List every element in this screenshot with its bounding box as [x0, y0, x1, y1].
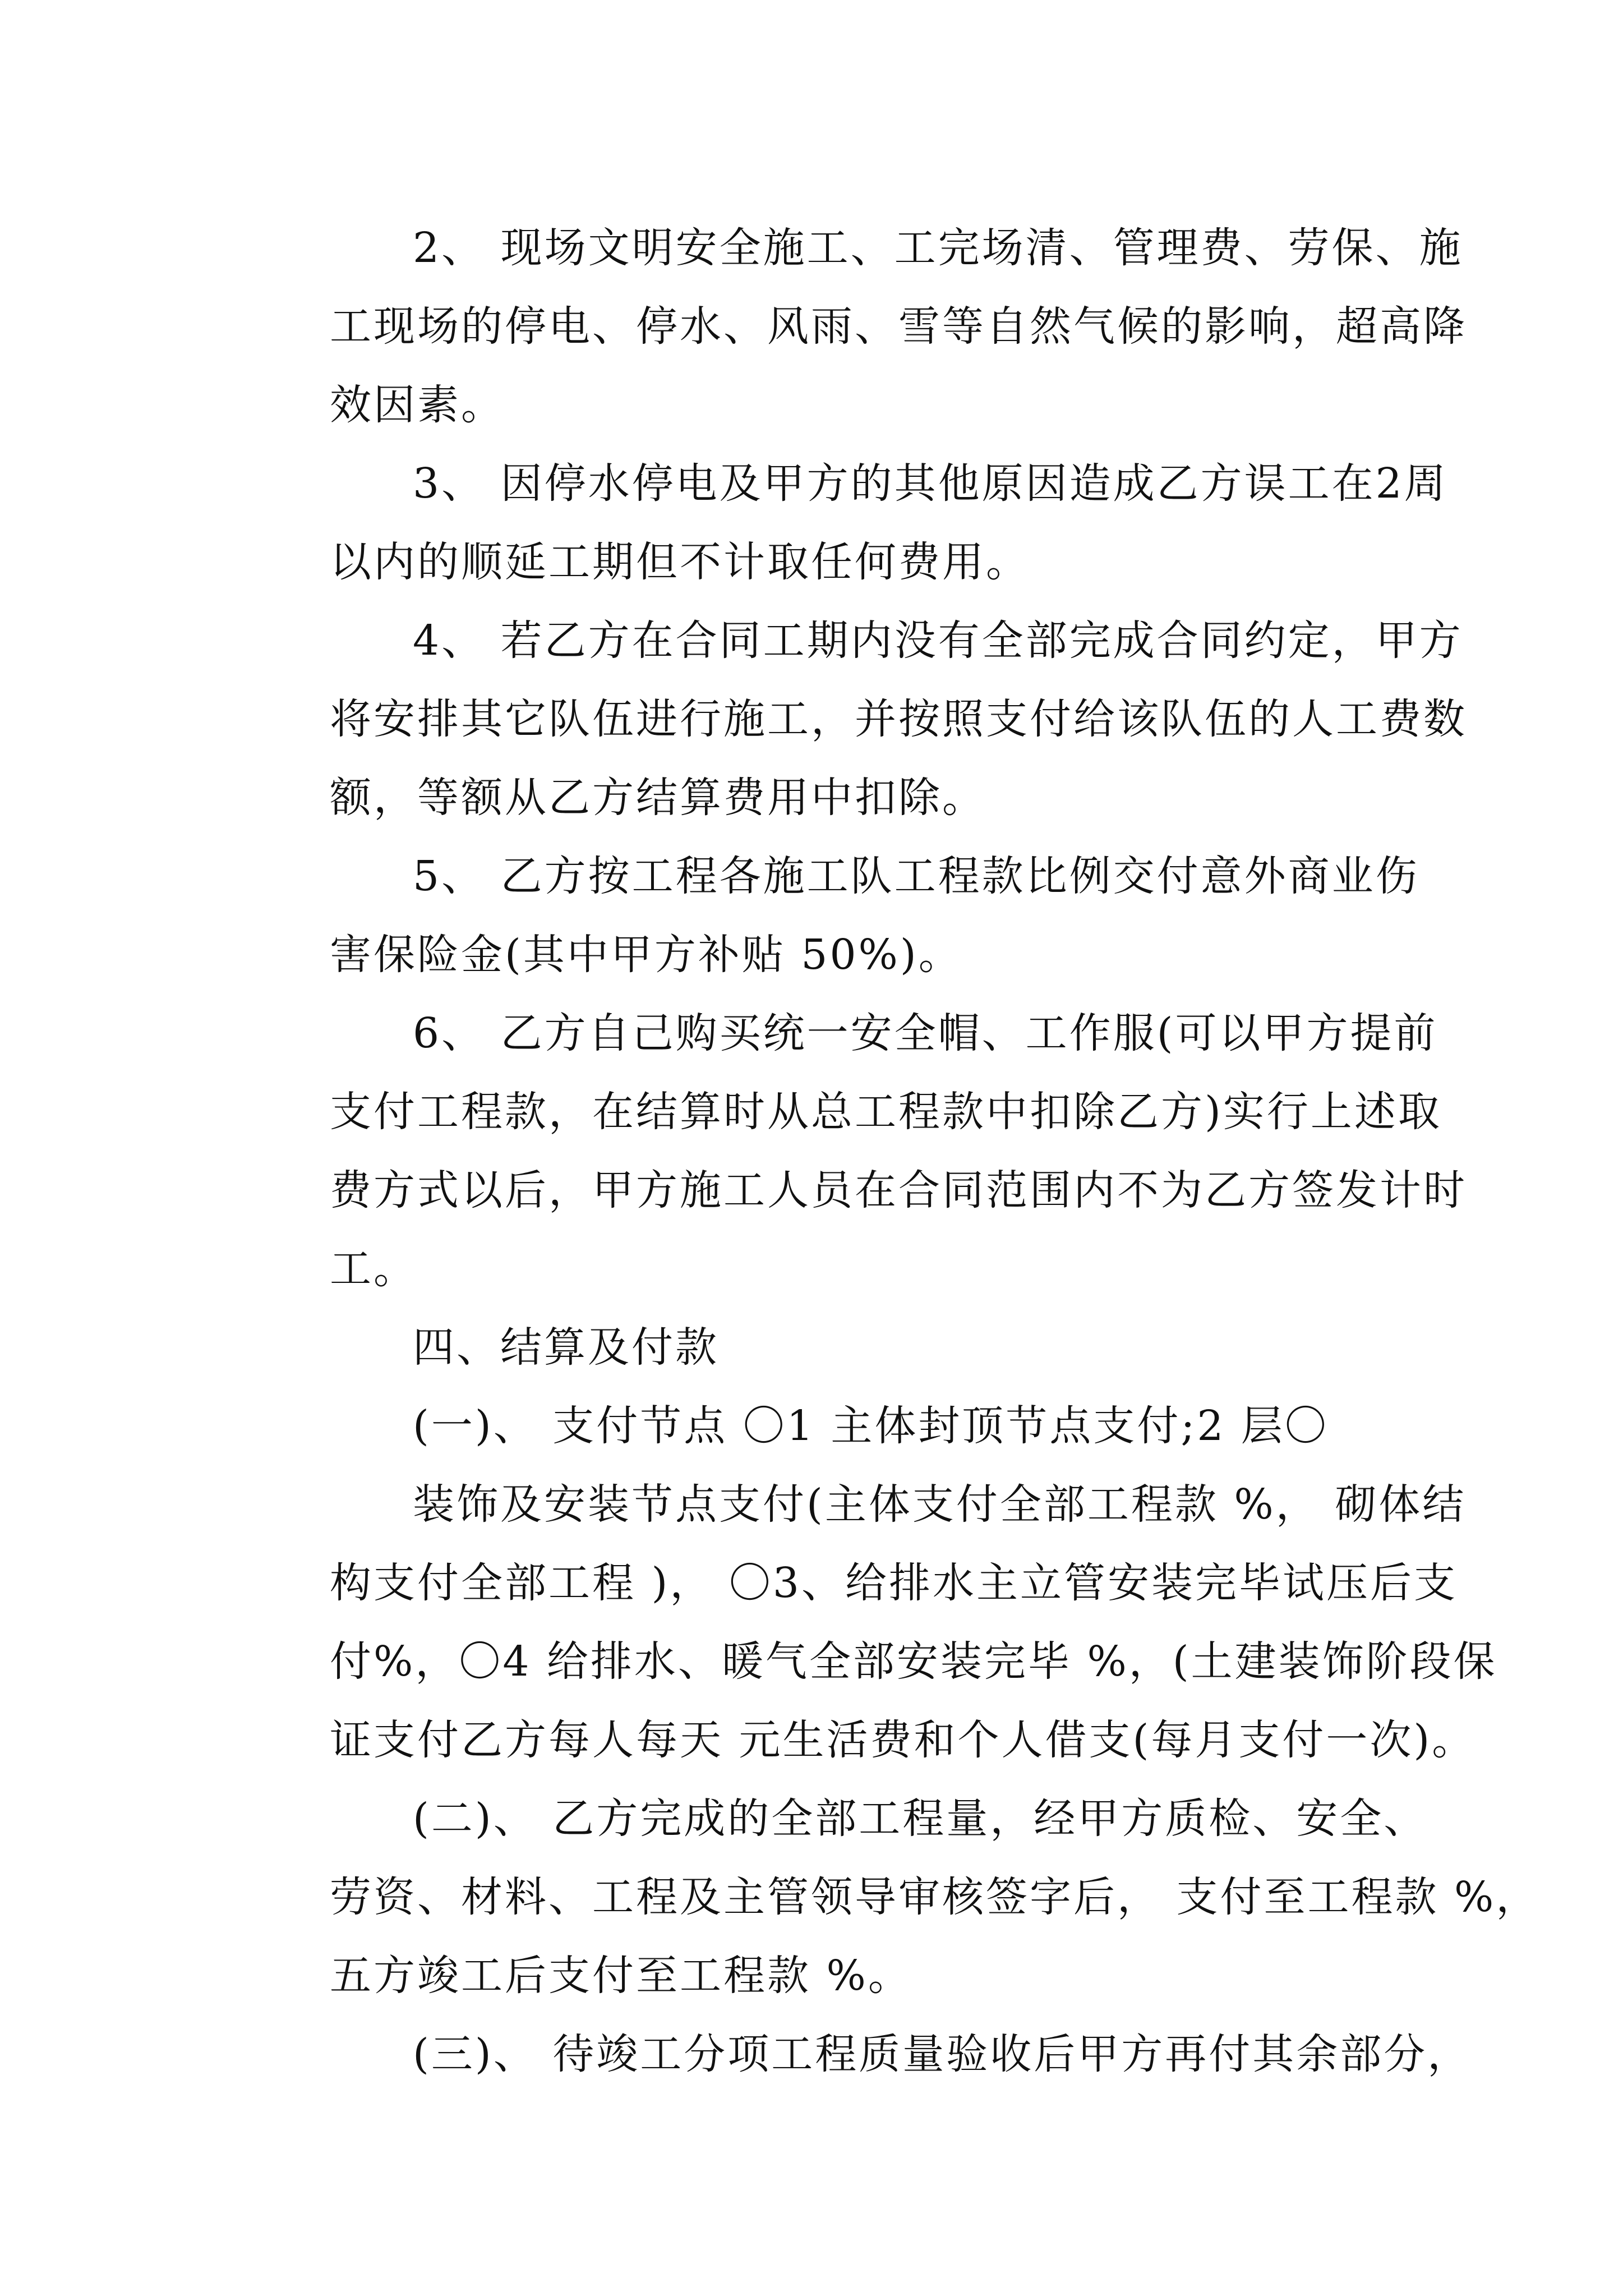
paragraph-item-3: [247, 444, 1448, 601]
text-line: 以内的顺延工期但不计取任何费用。: [330, 538, 1030, 586]
paragraph-item-5: [247, 837, 1419, 994]
text-line: 4、 若乙方在合同工期内没有全部完成合同约定，甲方: [413, 616, 1463, 665]
text-line: 额，等额从乙方结算费用中扣除。: [330, 774, 986, 822]
paragraph-sub-1-detail: [247, 1465, 1497, 1779]
text-line: 害保险金(其中甲方补贴 50%)。: [330, 931, 962, 979]
text-line: 费方式以后，甲方施工人员在合同范围内不为乙方签发计时: [330, 1166, 1467, 1214]
paragraph-sub-1: [247, 1387, 1380, 1465]
document-page: [247, 209, 1540, 2093]
paragraph-item-4: [247, 601, 1467, 837]
text-line: 2、 现场文明安全施工、工完场清、管理费、劳保、施: [413, 224, 1463, 272]
text-line: 将安排其它队伍进行施工，并按照支付给该队伍的人工费数: [330, 695, 1467, 743]
heading-line: 四、结算及付款: [413, 1323, 719, 1372]
text-line: (三)、 待竣工分项工程质量验收后甲方再付其余部分，: [413, 2030, 1472, 2078]
text-line: (一)、 支付节点 〇1 主体封顶节点支付;2 层〇: [413, 1402, 1329, 1450]
text-line: 工。: [330, 1245, 417, 1293]
text-line: 装饰及安装节点支付(主体支付全部工程款 %， 砌体结: [413, 1480, 1467, 1529]
text-line: 5、 乙方按工程各施工队工程款比例交付意外商业伤: [413, 852, 1419, 900]
text-line: 6、 乙方自己购买统一安全帽、工作服(可以甲方提前: [413, 1009, 1438, 1057]
text-line: 构支付全部工程 )， 〇3、给排水主立管安装完毕试压后支: [330, 1559, 1458, 1607]
paragraph-item-6: [247, 994, 1467, 1308]
text-line: 证支付乙方每人每天 元生活费和个人借支(每月支付一次)。: [330, 1716, 1476, 1764]
text-line: (二)、 乙方完成的全部工程量，经甲方质检、安全、: [413, 1795, 1428, 1843]
text-line: 五方竣工后支付至工程款 %。: [330, 1952, 912, 2000]
text-line: 3、 因停水停电及甲方的其他原因造成乙方误工在2周: [413, 459, 1448, 508]
text-line: 工现场的停电、停水、风雨、雪等自然气候的影响，超高降: [330, 302, 1467, 351]
text-line: 付%，〇4 给排水、暖气全部安装完毕 %，(土建装饰阶段保: [330, 1637, 1497, 1686]
paragraph-sub-2: [247, 1779, 1540, 2015]
text-line: 效因素。: [330, 381, 505, 429]
paragraph-sub-3: [247, 2015, 1472, 2093]
text-line: 劳资、材料、工程及主管领导审核签字后， 支付至工程款 %，: [330, 1873, 1540, 1921]
section-heading-settlement: [247, 1308, 1380, 1387]
text-line: 支付工程款，在结算时从总工程款中扣除乙方)实行上述取: [330, 1088, 1442, 1136]
paragraph-item-2: [247, 209, 1467, 444]
